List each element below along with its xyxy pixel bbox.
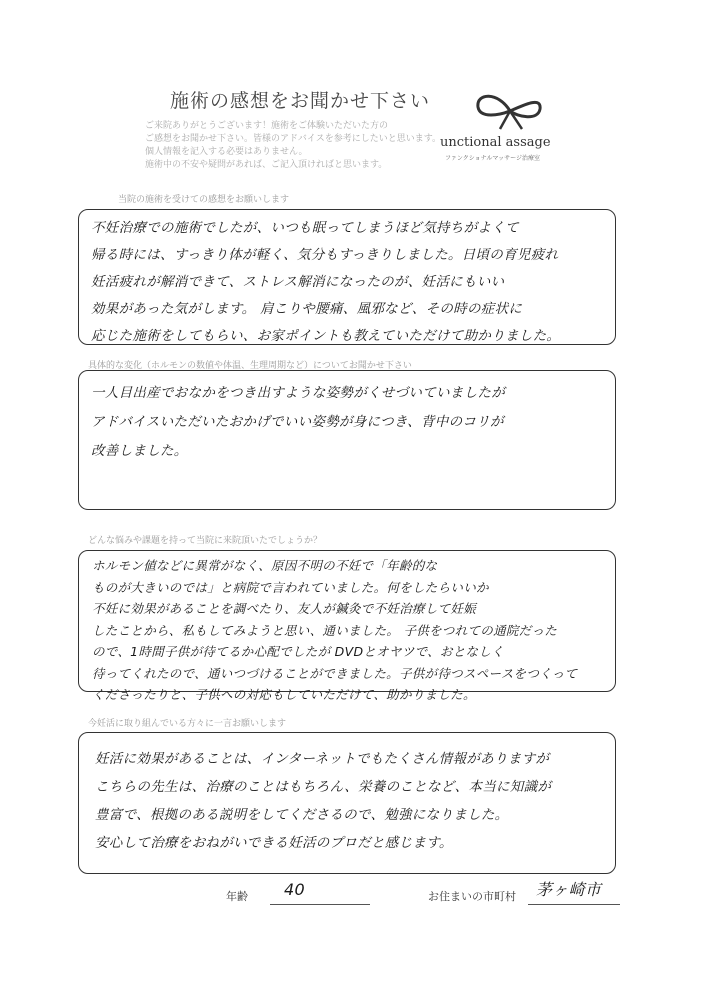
answer-box-1: [78, 209, 616, 345]
city-label: お住まいの市町村: [428, 890, 516, 903]
intro-text: [145, 120, 445, 172]
question-4-label: 今妊活に取り組んでいる方々に一言お願いします: [88, 719, 287, 729]
answer-line: 効果があった気がします。 肩こりや腰痛、風邪など、その時の症状に: [91, 301, 523, 317]
intro-line: 施術中の不安や疑問があれば、ご記入頂ければと思います。: [145, 160, 388, 170]
question-2-label: 具体的な変化（ホルモンの数値や体温、生理周期など）についてお聞かせ下さい: [88, 361, 412, 371]
answer-line: したことから、私もしてみようと思い、通いました。 子供をつれての通院だった: [92, 622, 558, 638]
clinic-logo: [440, 85, 610, 165]
answer-line: アドバイスいただいたおかげでいい姿勢が身につき、背中のコリが: [91, 414, 504, 430]
answer-line: 豊富で、根拠のある説明をしてくださるので、勉強になりました。: [95, 807, 509, 823]
question-1-label: 当院の施術を受けての感想をお願いします: [118, 195, 290, 205]
answer-line: 応じた施術をしてもらい、お家ポイントも教えていただけて助かりました。: [91, 328, 561, 344]
answer-line: 待ってくれたので、通いつづけることができました。子供が待つスペースをつくって: [92, 665, 578, 681]
answer-line: くださったりと、子供への対応もしていただけて、助かりました。: [92, 687, 476, 702]
age-field: [270, 882, 370, 905]
answer-2-text: [91, 379, 505, 466]
city-field: [528, 882, 620, 905]
answer-line: ホルモン値などに異常がなく、原因不明の不妊で「年齢的な: [92, 558, 438, 573]
answer-box-4: [78, 732, 616, 874]
answer-line: ので、1時間子供が待てるか心配でしたが DVDとオヤツで、おとなしく: [92, 644, 504, 659]
answer-line: 改善しました。: [91, 443, 188, 459]
answer-line: 不妊に効果があることを調べたり、友人が鍼灸で不妊治療して妊娠: [92, 601, 477, 616]
logo-subtitle: ファンクショナルマッサージ治療室: [445, 155, 540, 162]
answer-line: 一人目出産でおなかをつき出すような姿勢がくせづいていましたが: [91, 385, 505, 401]
answer-line: ものが大きいのでは」と病院で言われていました。何をしたらいいか: [92, 579, 489, 595]
answer-line: 帰る時には、すっきり体が軽く、気分もすっきりしました。日頃の育児疲れ: [91, 247, 559, 263]
answer-line: 妊活に効果があることは、インターネットでもたくさん情報がありますが: [95, 751, 550, 767]
question-3-label: どんな悩みや課題を持って当院に来院頂いたでしょうか？: [88, 536, 323, 546]
answer-4-text: [95, 745, 551, 857]
answer-line: こちらの先生は、治療のことはもちろん、栄養のことなど、本当に知識が: [95, 779, 552, 795]
age-value: 40: [284, 880, 305, 899]
answer-3-text: [92, 555, 577, 706]
answer-line: 妊活疲れが解消できて、ストレス解消になったのが、妊活にもいい: [91, 274, 505, 290]
infinity-ribbon-icon: [470, 85, 550, 133]
intro-line: ご感想をお聞かせ下さい。皆様のアドバイスを参考にしたいと思います。: [145, 134, 442, 144]
logo-text: unctional assage: [440, 135, 551, 150]
answer-box-2: [78, 370, 616, 510]
age-label: 年齢: [226, 890, 248, 903]
page-title: 施術の感想をお聞かせ下さい: [170, 90, 431, 112]
intro-line: 個人情報を記入する必要はありません。: [145, 147, 308, 157]
answer-line: 安心して治療をおねがいできる妊活のプロだと感じます。: [95, 835, 453, 851]
city-value: 茅ヶ崎市: [536, 880, 602, 899]
answer-line: 不妊治療での施術でしたが、いつも眠ってしまうほど気持ちがよくて: [91, 220, 519, 236]
intro-line: ご来院ありがとうございます！施術をご体験いただいた方の: [145, 121, 389, 131]
answer-1-text: [91, 215, 560, 350]
